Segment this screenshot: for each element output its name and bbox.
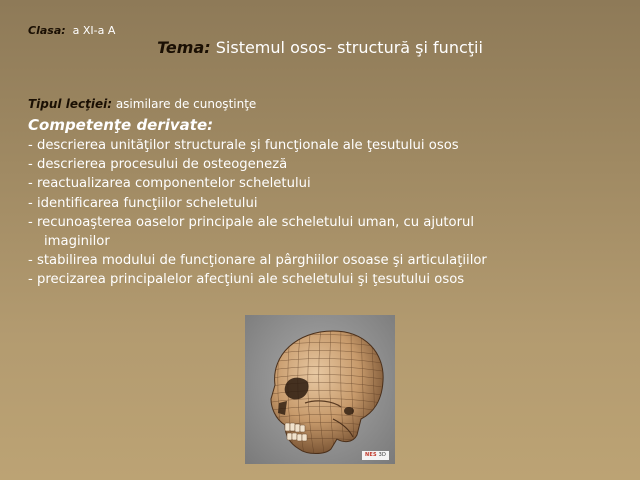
list-item: - identificarea funcţiilor scheletului: [28, 195, 258, 211]
list-item: - descrierea procesului de osteogeneză: [28, 157, 288, 173]
list-item: - stabilirea modului de funcţionare al pârghiilor osoase şi articulaţiilor: [28, 253, 487, 269]
skull-wireframe-icon: [245, 315, 395, 464]
class-value: a XI-a A: [72, 24, 116, 37]
title-value: Sistemul osos- structură şi funcţii: [215, 38, 483, 57]
list-item: - precizarea principalelor afecţiuni ale scheletului şi ţesutului osos: [28, 272, 465, 288]
list-item: - descrierea unităţilor structurale şi funcţionale ale ţesutului osos: [28, 138, 459, 153]
class-label: Clasa:: [28, 24, 66, 37]
list-item-continuation: imaginilor: [44, 234, 110, 250]
list-item: - recunoaşterea oaselor principale ale scheletului uman, cu ajutorul: [28, 214, 475, 230]
class-line: [28, 24, 115, 37]
list-item: - reactualizarea componentelor scheletului: [28, 176, 311, 192]
image-watermark-logo: NES 3D: [362, 451, 389, 460]
slide-title: [0, 38, 640, 57]
lesson-type-line: [28, 97, 256, 111]
lesson-type-label: Tipul lecţiei:: [28, 97, 112, 111]
skull-image: [245, 315, 395, 464]
competences-list: [28, 136, 487, 290]
lesson-type-value: asimilare de cunoştinţe: [115, 97, 257, 111]
competences-heading: Competenţe derivate:: [28, 116, 214, 134]
title-label: Tema:: [157, 38, 211, 57]
